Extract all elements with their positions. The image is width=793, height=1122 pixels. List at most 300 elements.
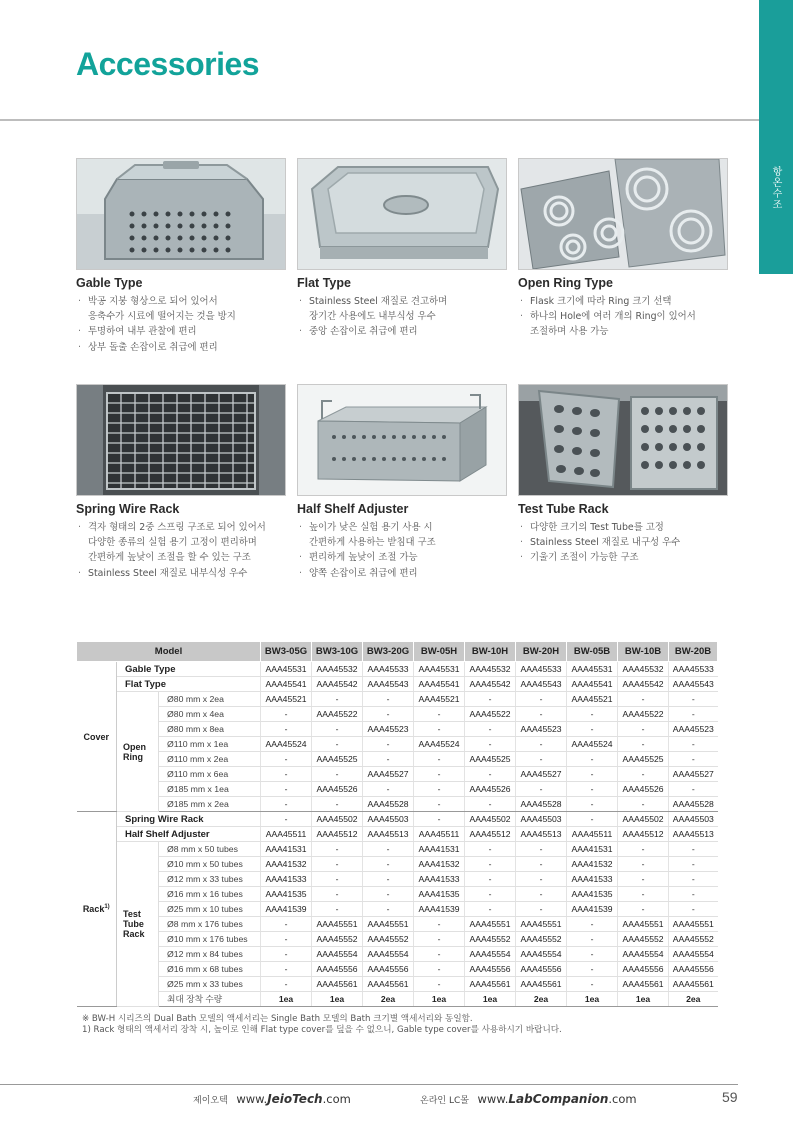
table-row [77, 827, 718, 842]
section-tab-label: 항온수조 [770, 166, 781, 210]
part-code: AAA45552 [618, 932, 669, 947]
tube-spec: Ø25 mm x 33 tubes [159, 977, 261, 992]
part-code: - [414, 917, 465, 932]
table-row [77, 977, 718, 992]
max-qty: 1ea [618, 992, 669, 1007]
part-code: AAA45523 [669, 722, 718, 737]
part-code: - [618, 797, 669, 812]
part-code: - [414, 752, 465, 767]
part-code: - [261, 812, 312, 827]
part-code: AAA45503 [363, 812, 414, 827]
card-title: Open Ring Type [518, 276, 613, 290]
part-code: - [414, 797, 465, 812]
model-col: BW3-10G [312, 642, 363, 662]
part-code: - [414, 947, 465, 962]
part-code: AAA45561 [618, 977, 669, 992]
part-code: AAA45554 [312, 947, 363, 962]
part-code: AAA41532 [261, 857, 312, 872]
table-row [77, 662, 718, 677]
bullet: · 높이가 낮은 실험 용기 사용 시 간편하게 사용하는 받침대 구조 [297, 520, 507, 550]
part-code: AAA45552 [465, 932, 516, 947]
part-code: - [312, 722, 363, 737]
part-code: AAA45541 [414, 677, 465, 692]
flat-type-photo [297, 158, 507, 270]
part-code: - [312, 902, 363, 917]
table-row [77, 677, 718, 692]
part-code: AAA45523 [363, 722, 414, 737]
part-code: AAA45512 [618, 827, 669, 842]
part-code: AAA45554 [516, 947, 567, 962]
part-code: AAA45522 [618, 707, 669, 722]
table-row [77, 857, 718, 872]
part-code: - [669, 902, 718, 917]
table-row [77, 842, 718, 857]
model-col: BW-10B [618, 642, 669, 662]
part-code: - [567, 767, 618, 782]
part-code: AAA45525 [618, 752, 669, 767]
part-code: - [618, 857, 669, 872]
card-test-tube-rack [518, 384, 728, 566]
part-code: - [363, 782, 414, 797]
part-code: - [567, 722, 618, 737]
note: 1) Rack 형태의 액세서리 장착 시, 높이로 인해 Flat type cover를 덮을 수 없으니, Gable type cover를 사용하시기 바랍니다. [82, 1025, 562, 1035]
part-code: AAA45532 [465, 662, 516, 677]
bullet: · 기울기 조절이 가능한 구조 [518, 550, 728, 565]
part-code: - [261, 722, 312, 737]
part-code: - [669, 872, 718, 887]
part-code: - [261, 947, 312, 962]
part-code: AAA41533 [414, 872, 465, 887]
bullet: · 상부 돌출 손잡이로 취급에 편리 [76, 340, 286, 355]
part-code: - [465, 842, 516, 857]
part-code: - [363, 692, 414, 707]
row-label: Spring Wire Rack [117, 812, 261, 827]
part-code: - [363, 707, 414, 722]
tube-spec: Ø12 mm x 33 tubes [159, 872, 261, 887]
part-code: - [363, 872, 414, 887]
part-code: AAA45528 [669, 797, 718, 812]
table-row [77, 872, 718, 887]
part-code: - [567, 782, 618, 797]
part-code: - [261, 962, 312, 977]
table-row [77, 947, 718, 962]
table-row [77, 722, 718, 737]
cover-group: Cover [77, 662, 117, 812]
card-open-ring-type [518, 158, 728, 340]
bullet: · Flask 크기에 따라 Ring 크기 선택 [518, 294, 728, 309]
part-code: - [618, 842, 669, 857]
part-code: - [618, 767, 669, 782]
part-code: AAA45523 [516, 722, 567, 737]
table-row [77, 782, 718, 797]
part-code: - [414, 707, 465, 722]
page-title: Accessories [76, 46, 260, 82]
part-code: - [465, 857, 516, 872]
part-code: AAA45551 [516, 917, 567, 932]
max-qty: 1ea [312, 992, 363, 1007]
part-code: AAA45552 [516, 932, 567, 947]
card-gable-type [76, 158, 286, 355]
ring-spec: Ø110 mm x 6ea [159, 767, 261, 782]
part-code: AAA45543 [363, 677, 414, 692]
accessories-table [76, 641, 718, 1007]
part-code: AAA45512 [465, 827, 516, 842]
footer-site-1: 제이오텍 www.JeioTech.com [193, 1092, 351, 1106]
part-code: - [414, 782, 465, 797]
part-code: AAA41539 [261, 902, 312, 917]
part-code: AAA45556 [516, 962, 567, 977]
part-code: AAA45521 [567, 692, 618, 707]
tube-spec: Ø10 mm x 176 tubes [159, 932, 261, 947]
part-code: - [516, 707, 567, 722]
part-code: AAA45531 [261, 662, 312, 677]
part-code: - [567, 917, 618, 932]
tube-spec: Ø16 mm x 16 tubes [159, 887, 261, 902]
title-divider [0, 119, 793, 121]
tube-spec: Ø25 mm x 10 tubes [159, 902, 261, 917]
part-code: AAA45556 [312, 962, 363, 977]
part-code: AAA45542 [465, 677, 516, 692]
bullet: · 편리하게 높낮이 조절 가능 [297, 550, 507, 565]
card-flat-type [297, 158, 507, 340]
part-code: - [465, 737, 516, 752]
part-code: - [516, 782, 567, 797]
model-col: BW3-20G [363, 642, 414, 662]
part-code: AAA45511 [261, 827, 312, 842]
part-code: - [363, 737, 414, 752]
part-code: - [312, 692, 363, 707]
part-code: AAA45542 [618, 677, 669, 692]
part-code: - [618, 887, 669, 902]
part-code: - [465, 902, 516, 917]
part-code: AAA45541 [567, 677, 618, 692]
part-code: AAA45556 [669, 962, 718, 977]
part-code: AAA45522 [465, 707, 516, 722]
part-code: - [312, 737, 363, 752]
part-code: AAA45502 [618, 812, 669, 827]
part-code: AAA45541 [261, 677, 312, 692]
part-code: AAA45554 [465, 947, 516, 962]
max-qty: 2ea [516, 992, 567, 1007]
part-code: AAA45556 [618, 962, 669, 977]
gable-type-photo [76, 158, 286, 270]
bullet: · Stainless Steel 재질로 내구성 우수 [518, 535, 728, 550]
part-code: AAA45503 [669, 812, 718, 827]
part-code: AAA45513 [363, 827, 414, 842]
part-code: - [414, 812, 465, 827]
part-code: - [516, 752, 567, 767]
part-code: - [363, 857, 414, 872]
table-row [77, 767, 718, 782]
tube-spec: Ø8 mm x 176 tubes [159, 917, 261, 932]
part-code: AAA41533 [567, 872, 618, 887]
part-code: AAA45556 [363, 962, 414, 977]
part-code: - [669, 782, 718, 797]
part-code: AAA41531 [567, 842, 618, 857]
part-code: AAA41539 [414, 902, 465, 917]
part-code: - [261, 707, 312, 722]
part-code: - [414, 962, 465, 977]
bullet: · 다양한 크기의 Test Tube를 고정 [518, 520, 728, 535]
part-code: AAA45528 [363, 797, 414, 812]
part-code: AAA45512 [312, 827, 363, 842]
rack-group: Rack$^{1)}$ [77, 812, 117, 1007]
part-code: AAA41533 [261, 872, 312, 887]
part-code: AAA45511 [567, 827, 618, 842]
part-code: AAA41539 [567, 902, 618, 917]
part-code: - [567, 812, 618, 827]
part-code: - [669, 857, 718, 872]
ring-spec: Ø80 mm x 4ea [159, 707, 261, 722]
part-code: - [567, 932, 618, 947]
part-code: - [261, 932, 312, 947]
table-row [77, 797, 718, 812]
part-code: AAA45554 [363, 947, 414, 962]
part-code: AAA45552 [312, 932, 363, 947]
part-code: - [516, 737, 567, 752]
tube-spec: Ø8 mm x 50 tubes [159, 842, 261, 857]
part-code: AAA45556 [465, 962, 516, 977]
part-code: - [261, 767, 312, 782]
part-code: - [261, 917, 312, 932]
table-row [77, 707, 718, 722]
bullet: · 투명하여 내부 관찰에 편리 [76, 324, 286, 339]
part-code: AAA45533 [363, 662, 414, 677]
part-code: AAA45543 [669, 677, 718, 692]
open-ring-photo [518, 158, 728, 270]
model-col: BW-10H [465, 642, 516, 662]
part-code: - [363, 902, 414, 917]
max-qty: 1ea [465, 992, 516, 1007]
part-code: - [516, 842, 567, 857]
part-code: AAA45531 [567, 662, 618, 677]
part-code: - [261, 797, 312, 812]
part-code: AAA45532 [618, 662, 669, 677]
bullet: · 격자 형태의 2중 스프링 구조로 되어 있어서 다양한 종류의 실험 용기 고정이 편리하며 간편하게 높낮이 조절을 할 수 있는 구조 [76, 520, 286, 566]
part-code: AAA45522 [312, 707, 363, 722]
part-code: AAA45528 [516, 797, 567, 812]
part-code: AAA45525 [465, 752, 516, 767]
card-title: Test Tube Rack [518, 502, 609, 516]
part-code: AAA45561 [516, 977, 567, 992]
table-row [77, 887, 718, 902]
part-code: AAA45551 [312, 917, 363, 932]
part-code: - [516, 887, 567, 902]
part-code: - [618, 902, 669, 917]
part-code: - [312, 872, 363, 887]
part-code: AAA45527 [669, 767, 718, 782]
max-qty: 1ea [261, 992, 312, 1007]
part-code: - [669, 887, 718, 902]
part-code: - [618, 737, 669, 752]
part-code: AAA45551 [363, 917, 414, 932]
part-code: AAA45527 [516, 767, 567, 782]
part-code: AAA45524 [414, 737, 465, 752]
part-code: AAA45551 [618, 917, 669, 932]
table-row [77, 812, 718, 827]
part-code: - [312, 887, 363, 902]
part-code: AAA41531 [414, 842, 465, 857]
bullet: · 양쪽 손잡이로 취급에 편리 [297, 566, 507, 581]
part-code: AAA41535 [414, 887, 465, 902]
part-code: - [414, 722, 465, 737]
table-header-row [77, 642, 718, 662]
tube-spec: Ø12 mm x 84 tubes [159, 947, 261, 962]
part-code: - [567, 752, 618, 767]
part-code: - [669, 842, 718, 857]
part-code: AAA45561 [465, 977, 516, 992]
part-code: AAA45526 [618, 782, 669, 797]
part-code: AAA45511 [414, 827, 465, 842]
part-code: AAA41535 [567, 887, 618, 902]
part-code: - [618, 722, 669, 737]
section-tab [759, 0, 793, 274]
card-title: Gable Type [76, 276, 143, 290]
tube-spec: Ø16 mm x 68 tubes [159, 962, 261, 977]
part-code: AAA45554 [669, 947, 718, 962]
part-code: - [414, 767, 465, 782]
bullet: · Stainless Steel 재질로 견고하며 장기간 사용에도 내부식성 우수 [297, 294, 507, 324]
model-col: BW-20H [516, 642, 567, 662]
part-code: AAA45524 [261, 737, 312, 752]
part-code: - [465, 767, 516, 782]
part-code: AAA45552 [669, 932, 718, 947]
part-code: - [516, 902, 567, 917]
part-code: - [363, 887, 414, 902]
part-code: - [567, 947, 618, 962]
part-code: - [669, 692, 718, 707]
part-code: AAA45521 [414, 692, 465, 707]
page-number: 59 [722, 1089, 738, 1105]
part-code: AAA41535 [261, 887, 312, 902]
test-tube-group: Test Tube Rack [117, 842, 159, 1007]
part-code: AAA45551 [465, 917, 516, 932]
part-code: AAA45503 [516, 812, 567, 827]
part-code: - [669, 752, 718, 767]
part-code: AAA45533 [669, 662, 718, 677]
part-code: AAA45524 [567, 737, 618, 752]
table-row [77, 992, 718, 1007]
model-col: BW3-05G [261, 642, 312, 662]
ring-spec: Ø110 mm x 1ea [159, 737, 261, 752]
ring-spec: Ø80 mm x 2ea [159, 692, 261, 707]
card-half-shelf-adjuster [297, 384, 507, 581]
part-code: - [516, 872, 567, 887]
part-code: - [567, 797, 618, 812]
ring-spec: Ø110 mm x 2ea [159, 752, 261, 767]
part-code: - [567, 977, 618, 992]
test-tube-rack-photo [518, 384, 728, 496]
max-qty: 2ea [363, 992, 414, 1007]
row-label: Gable Type [117, 662, 261, 677]
table-row [77, 932, 718, 947]
part-code: AAA45525 [312, 752, 363, 767]
part-code: - [618, 692, 669, 707]
bullet: · Stainless Steel 재질로 내부식성 우수 [76, 566, 286, 581]
part-code: AAA45561 [363, 977, 414, 992]
max-qty: 1ea [414, 992, 465, 1007]
part-code: AAA45552 [363, 932, 414, 947]
part-code: AAA45513 [516, 827, 567, 842]
part-code: - [312, 842, 363, 857]
part-code: - [414, 932, 465, 947]
part-code: AAA41531 [261, 842, 312, 857]
part-code: AAA45526 [312, 782, 363, 797]
part-code: AAA41532 [414, 857, 465, 872]
part-code: AAA45561 [312, 977, 363, 992]
part-code: - [363, 752, 414, 767]
part-code: - [312, 857, 363, 872]
model-col: BW-05B [567, 642, 618, 662]
table-row [77, 737, 718, 752]
card-title: Half Shelf Adjuster [297, 502, 409, 516]
part-code: AAA45532 [312, 662, 363, 677]
part-code: AAA45521 [261, 692, 312, 707]
part-code: AAA45502 [312, 812, 363, 827]
part-code: - [312, 797, 363, 812]
bullet: · 중앙 손잡이로 취급에 편리 [297, 324, 507, 339]
part-code: AAA45561 [669, 977, 718, 992]
part-code: AAA41532 [567, 857, 618, 872]
part-code: AAA45542 [312, 677, 363, 692]
row-label: Flat Type [117, 677, 261, 692]
open-ring-group: Open Ring [117, 692, 159, 812]
part-code: - [465, 692, 516, 707]
part-code: - [465, 722, 516, 737]
model-col: BW-20B [669, 642, 718, 662]
part-code: - [261, 752, 312, 767]
part-code: - [516, 857, 567, 872]
ring-spec: Ø185 mm x 2ea [159, 797, 261, 812]
table-row [77, 917, 718, 932]
row-label: Half Shelf Adjuster [117, 827, 261, 842]
part-code: - [669, 737, 718, 752]
part-code: AAA45554 [618, 947, 669, 962]
part-code: - [261, 977, 312, 992]
table-row [77, 902, 718, 917]
bullet: · 하나의 Hole에 여러 개의 Ring이 있어서 조절하며 사용 가능 [518, 309, 728, 339]
part-code: - [669, 707, 718, 722]
part-code: AAA45533 [516, 662, 567, 677]
max-qty: 2ea [669, 992, 718, 1007]
part-code: - [465, 887, 516, 902]
card-title: Flat Type [297, 276, 351, 290]
part-code: AAA45543 [516, 677, 567, 692]
ring-spec: Ø80 mm x 8ea [159, 722, 261, 737]
part-code: AAA45502 [465, 812, 516, 827]
table-row [77, 692, 718, 707]
part-code: - [363, 842, 414, 857]
footnotes [82, 1014, 562, 1036]
part-code: - [312, 767, 363, 782]
part-code: AAA45527 [363, 767, 414, 782]
max-qty: 1ea [567, 992, 618, 1007]
part-code: - [465, 872, 516, 887]
part-code: - [618, 872, 669, 887]
part-code: AAA45513 [669, 827, 718, 842]
tube-spec: 최대 장착 수량 [159, 992, 261, 1007]
part-code: - [567, 707, 618, 722]
ring-spec: Ø185 mm x 1ea [159, 782, 261, 797]
half-shelf-photo [297, 384, 507, 496]
card-title: Spring Wire Rack [76, 502, 180, 516]
model-header: Model [77, 642, 261, 662]
part-code: - [516, 692, 567, 707]
part-code: - [261, 782, 312, 797]
part-code: - [465, 797, 516, 812]
part-code: AAA45531 [414, 662, 465, 677]
part-code: AAA45526 [465, 782, 516, 797]
